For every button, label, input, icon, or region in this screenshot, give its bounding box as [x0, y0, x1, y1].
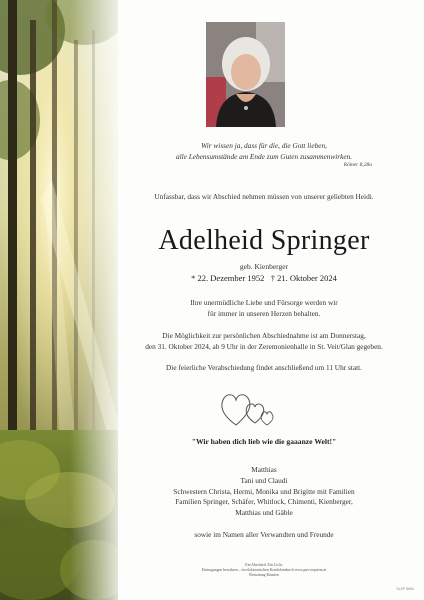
ceremony-paragraph: Die feierliche Verabschiedung findet anschließend um 11 Uhr statt. [166, 363, 362, 372]
bible-verse [118, 141, 410, 162]
verse-source: Römer 8,28a [343, 162, 372, 168]
footer-line: Eintragungen bewahren – im elektronischen Kondolenzbuch www.pax-requiem.at [201, 568, 327, 573]
paragraph-line: für immer in unseren Herzen behalten. [207, 308, 321, 318]
deceased-name: Adelheid Springer [158, 225, 370, 256]
verse-line: alle Lebensumstände am Ende zum Guten zusammenwirken. [175, 151, 353, 161]
mourner-line: Matthias und Gäble [235, 508, 293, 518]
mourner-line: Familien Springer, Schäfer, Whitlock, Chimenti, Kienberger, [175, 497, 353, 507]
life-dates: * 22. Dezember 1952 † 21. Oktober 2024 [191, 273, 337, 283]
verse-line: Wir wissen ja, dass für die, die Gott lieben, [201, 141, 327, 150]
maiden-name: geb. Kienberger [239, 262, 289, 271]
paragraph-line: Die Möglichkeit zur persönlichen Abschiednahme ist am Donnerstag, [162, 331, 366, 340]
closing-line: sowie im Namen aller Verwandten und Freunde [194, 530, 334, 539]
mourner-line: Schwestern Christa, Hermi, Monika und Brigitte mit Familien [173, 486, 355, 496]
paragraph-line: Ihre unermüdliche Liebe und Fürsorge werden wir [190, 298, 338, 307]
thanks-paragraph [118, 298, 410, 319]
mourner-line: Tani und Claudi [240, 475, 288, 485]
footer-line: Bestattung Kärnten [249, 573, 279, 578]
intro-text: Unfassbar, dass wir Abschied nehmen müssen von unserer geliebten Heidi. [154, 192, 374, 201]
document-code: SLEP 8654 [396, 587, 414, 591]
footer [118, 563, 410, 579]
paragraph-line: den 31. Oktober 2024, ab 9 Uhr in der Zeremonienhalle in St. Veit/Glan gegeben. [145, 341, 383, 351]
portrait-photo [206, 22, 285, 127]
mourner-line: Matthias [251, 465, 277, 474]
viewing-paragraph [118, 331, 410, 352]
hearts-icon [218, 389, 278, 429]
family-quote: "Wir haben dich lieb wie die gaaanze Welt!" [191, 437, 337, 446]
footer-line: Ein Abschied. Ein Licht. [245, 563, 283, 567]
mourners-list [118, 465, 410, 519]
